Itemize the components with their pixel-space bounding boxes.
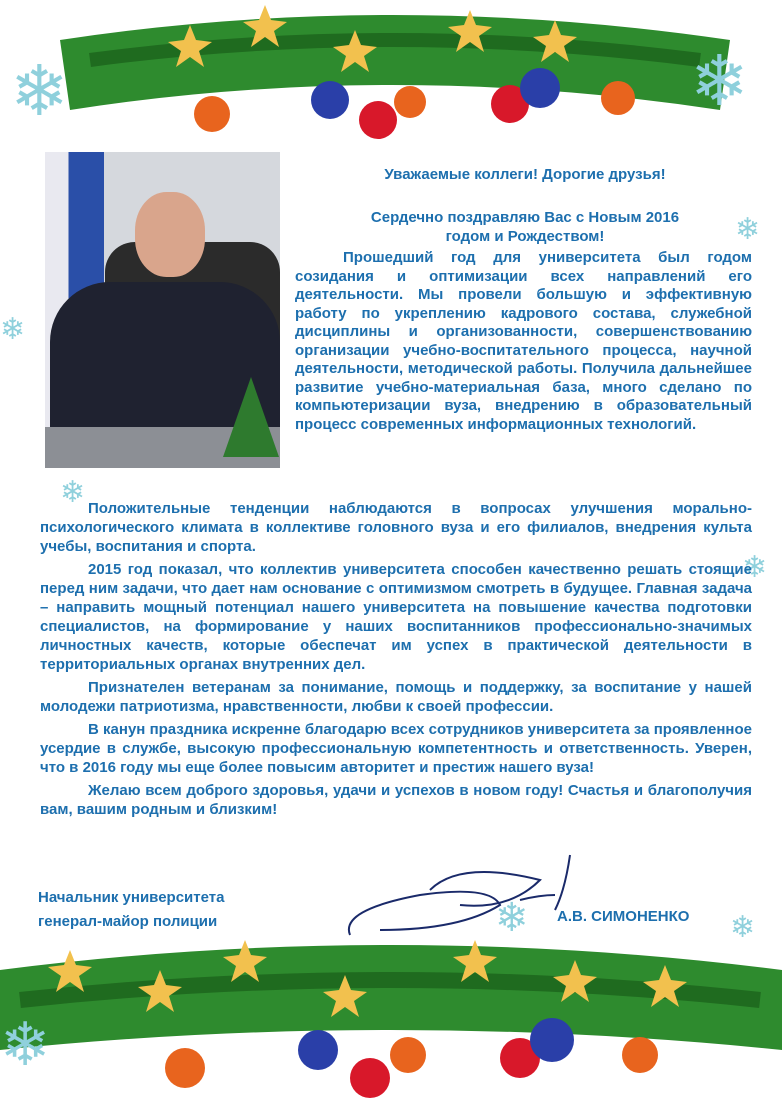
- position-line-2: генерал-майор полиции: [38, 913, 218, 930]
- paragraph-5: В канун праздника искренне благодарю всех сотрудников университета за проявленное усердие в службе, высокую профессиональную компетентность и ответственность. Уверен, что в 2016 году мы еще более повысим авторитет и престиж нашего вуза!: [40, 721, 752, 776]
- snowflake-icon: ❄: [0, 1011, 51, 1078]
- paragraph-4: Признателен ветеранам за понимание, помощь и поддержку, за воспитание у нашей молодежи патриотизма, нравственности, любви к своей профессии.: [40, 679, 752, 715]
- letter-body: [40, 499, 752, 823]
- snowflake-icon: ❄: [742, 551, 768, 584]
- paragraph-6: Желаю всем доброго здоровья, удачи и успехов в новом году! Счастья и благополучия вам, вашим родным и близким!: [40, 782, 752, 818]
- position-line-1: Начальник университета: [38, 889, 225, 906]
- snowflake-icon: ❄: [10, 52, 69, 130]
- snowflake-icon: ❄: [495, 896, 529, 940]
- paragraph-2: Положительные тенденции наблюдаются в вопросах улучшения морально-психологического климата в коллективе головного вуза и его филиалов, внедрения культа учебы, воспитания и спорта.: [40, 500, 752, 555]
- portrait-photo: [45, 152, 280, 468]
- snowflake-icon: ❄: [690, 42, 749, 120]
- greeting-heading: Уважаемые коллеги! Дорогие друзья!: [384, 166, 666, 183]
- top-garland-decoration: [0, 0, 782, 150]
- snowflake-icon: ❄: [0, 313, 26, 346]
- paragraph-1: Прошедший год для университета был годом созидания и оптимизации всех направлений его деятельности. Мы провели большую и эффективную работу по укреплению кадрового состава, служебной дисциплины и организованности, совершенствованию организации учебно-воспитательного процесса, научной деятельности, методической работы. Получила дальнейшее развитие учебно-материальная база, много сделано по компьютеризации вуза, внедрению в образовательный процесс современных информационных технологий.: [295, 249, 752, 433]
- congratulation-heading: [295, 209, 755, 246]
- signer-name: А.В. СИМОНЕНКО: [557, 908, 690, 925]
- snowflake-icon: ❄: [735, 213, 761, 246]
- snowflake-icon: ❄: [60, 476, 86, 509]
- paragraph-3: 2015 год показал, что коллектив университета способен качественно решать стоящие перед ним задачи, что дает нам основание с оптимизмом смотреть в будущее. Главная задача – направить мощный потенциал нашего университета на повышение качества подготовки специалистов, на формирование у наших воспитанников профессионально-значимых личностных качеств, которые обеспечат им успех в практической деятельности в территориальных органах внутренних дел.: [40, 561, 752, 673]
- congratulation-line-2: годом и Рождеством!: [445, 227, 605, 245]
- handwritten-signature: [340, 850, 580, 950]
- congratulation-line-1: Сердечно поздравляю Вас с Новым 2016: [370, 209, 680, 226]
- signer-position: [38, 886, 224, 934]
- snowflake-icon: ❄: [730, 911, 756, 944]
